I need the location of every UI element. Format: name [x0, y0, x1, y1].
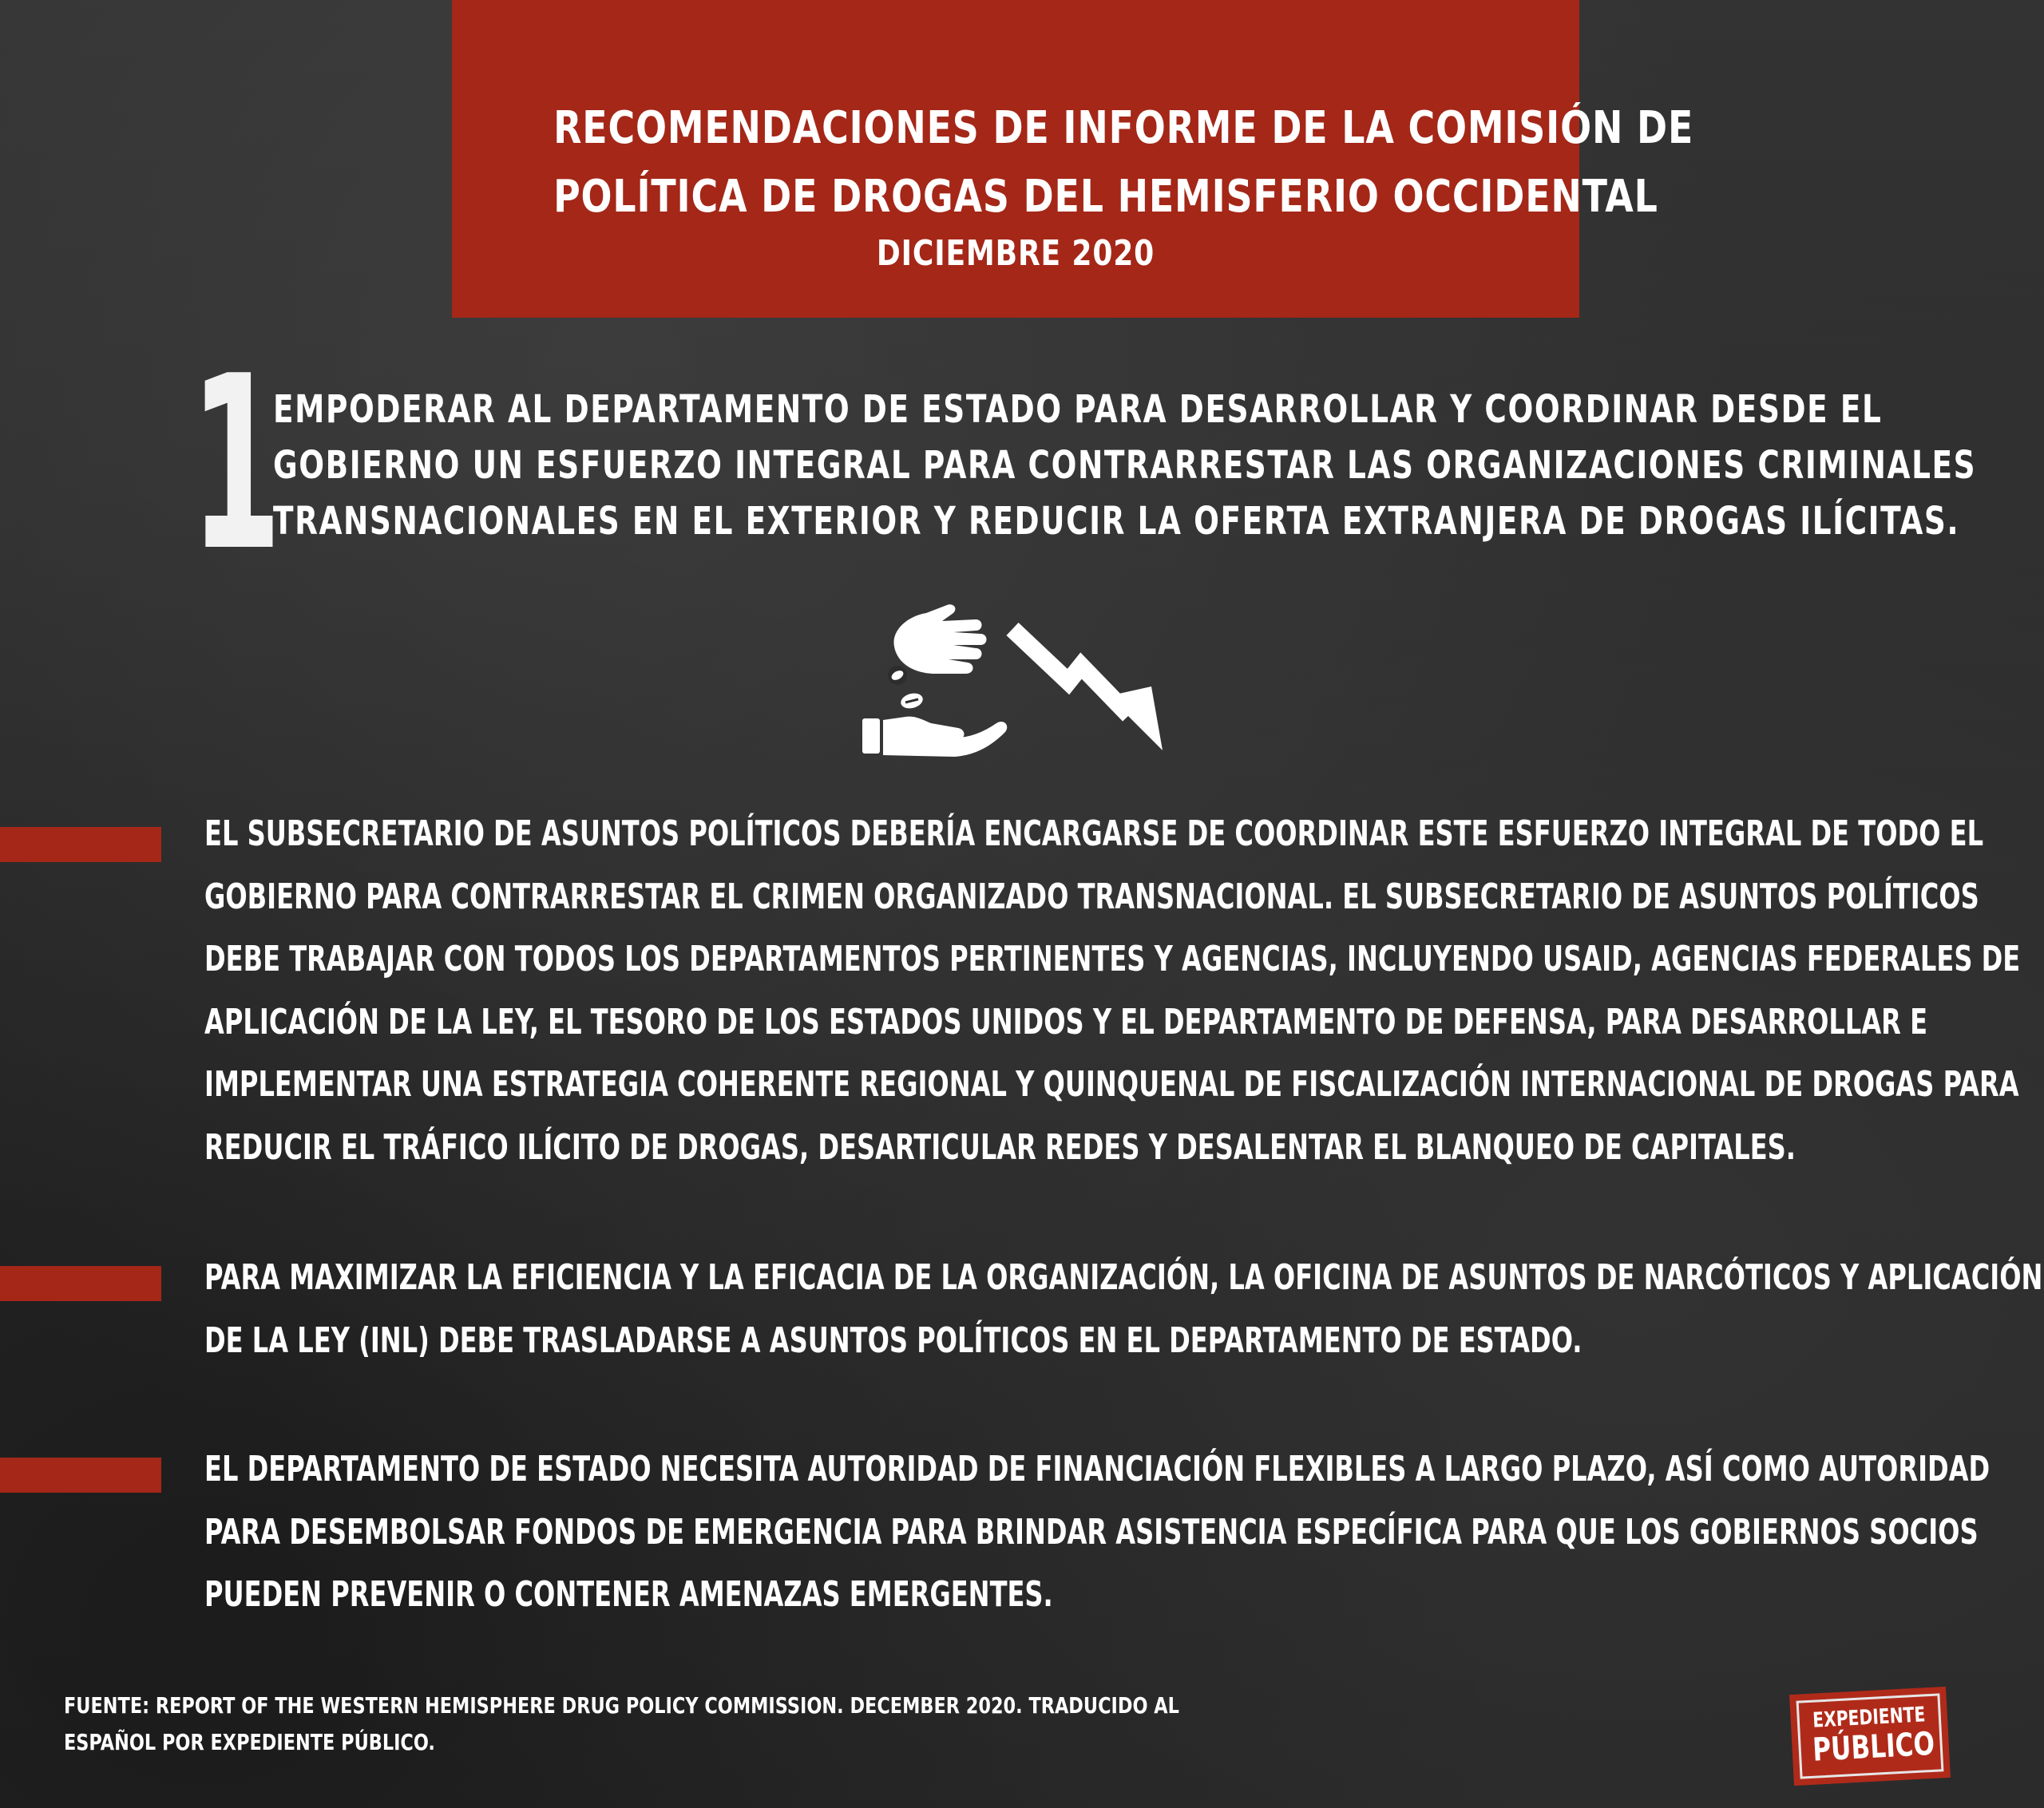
paragraph-line: EL DEPARTAMENTO DE ESTADO NECESITA AUTORIDAD DE FINANCIACIÓN FLEXIBLES A LARGO PLAZO, ASÍ COMO AUTORIDAD: [204, 1449, 1991, 1490]
recommendation-number: 1: [190, 325, 282, 603]
point-paragraph: [204, 1247, 2043, 1372]
point-paragraph: [204, 1438, 1991, 1627]
recommendation-main-text: [273, 382, 1977, 549]
title-line-2: POLÍTICA DE DROGAS DEL HEMISFERIO OCCIDENTAL: [553, 171, 1658, 223]
paragraph-line: EL SUBSECRETARIO DE ASUNTOS POLÍTICOS DEBERÍA ENCARGARSE DE COORDINAR ESTE ESFUERZO INTEGRAL DE TODO EL: [204, 813, 1984, 854]
logo-top-text: EXPEDIENTE: [1812, 1703, 1927, 1733]
paragraph-line: PARA DESEMBOLSAR FONDOS DE EMERGENCIA PARA BRINDAR ASISTENCIA ESPECÍFICA PARA QUE LOS GOBIERNOS SOCIOS: [204, 1511, 1979, 1553]
paragraph-line: DE LA LEY (INL) DEBE TRASLADARSE A ASUNTOS POLÍTICOS EN EL DEPARTAMENTO DE ESTADO.: [204, 1319, 1583, 1361]
paragraph-line: GOBIERNO PARA CONTRARRESTAR EL CRIMEN ORGANIZADO TRANSNACIONAL. EL SUBSECRETARIO DE ASUNTOS POLÍTICOS: [204, 876, 1979, 917]
paragraph-line: PUEDEN PREVENIR O CONTENER AMENAZAS EMERGENTES.: [204, 1574, 1053, 1615]
icons-svg: [859, 599, 1171, 758]
recommendation-icons: [859, 599, 1171, 758]
bullet-bar: [0, 827, 161, 862]
source-line-1: FUENTE: REPORT OF THE WESTERN HEMISPHERE DRUG POLICY COMMISSION. DECEMBER 2020. TRADUCIDO AL: [64, 1692, 1179, 1719]
paragraph-line: DEBE TRABAJAR CON TODOS LOS DEPARTAMENTOS PERTINENTES Y AGENCIAS, INCLUYENDO USAID, AGENCIAS FEDERALES DE: [204, 939, 2021, 979]
expediente-publico-logo: [1789, 1687, 1951, 1786]
bullet-bar: [0, 1458, 161, 1493]
recommendation-line: GOBIERNO UN ESFUERZO INTEGRAL PARA CONTRARRESTAR LAS ORGANIZACIONES CRIMINALES: [273, 443, 1977, 488]
source-line-2: ESPAÑOL POR EXPEDIENTE PÚBLICO.: [64, 1729, 435, 1755]
title-line-1: RECOMENDACIONES DE INFORME DE LA COMISIÓN DE: [553, 102, 1694, 154]
header-banner: [452, 0, 1694, 318]
downward-zigzag-arrow-icon: [1012, 629, 1163, 750]
source-note: [64, 1687, 1182, 1761]
bullet-bar: [0, 1266, 161, 1301]
point-paragraph: [204, 803, 2021, 1179]
hand-giving-pills-icon: [862, 604, 1007, 757]
recommendation-line: TRANSNACIONALES EN EL EXTERIOR Y REDUCIR LA OFERTA EXTRANJERA DE DROGAS ILÍCITAS.: [273, 499, 1960, 544]
logo-bottom-text: PÚBLICO: [1812, 1725, 1936, 1769]
header-date: DICIEMBRE 2020: [876, 233, 1155, 274]
paragraph-line: IMPLEMENTAR UNA ESTRATEGIA COHERENTE REGIONAL Y QUINQUENAL DE FISCALIZACIÓN INTERNACIONAL DE DROGAS PARA: [204, 1064, 2019, 1105]
recommendation-line: EMPODERAR AL DEPARTAMENTO DE ESTADO PARA DESARROLLAR Y COORDINAR DESDE EL: [273, 387, 1883, 432]
paragraph-line: APLICACIÓN DE LA LEY, EL TESORO DE LOS ESTADOS UNIDOS Y EL DEPARTAMENTO DE DEFENSA, PARA DESARROLLAR E: [204, 1001, 1928, 1042]
paragraph-line: REDUCIR EL TRÁFICO ILÍCITO DE DROGAS, DESARTICULAR REDES Y DESALENTAR EL BLANQUEO DE CAPITALES.: [204, 1126, 1796, 1168]
paragraph-line: PARA MAXIMIZAR LA EFICIENCIA Y LA EFICACIA DE LA ORGANIZACIÓN, LA OFICINA DE ASUNTOS DE NARCÓTICOS Y APLICACIÓN: [204, 1257, 2043, 1298]
